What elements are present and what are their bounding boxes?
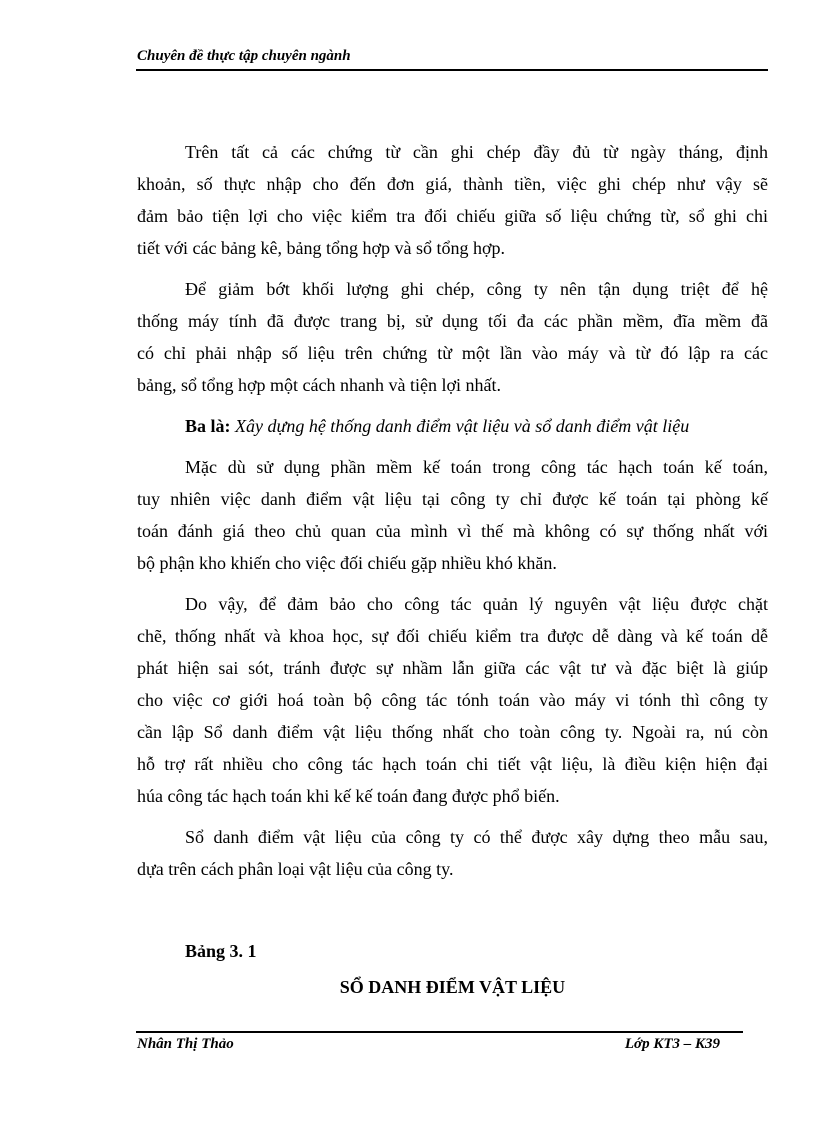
paragraph-line: dựa trên cách phân loại vật liệu của công ty.	[137, 859, 454, 879]
heading-label: Ba là:	[185, 416, 231, 436]
footer-divider	[136, 1031, 743, 1033]
paragraph-line: Trên tất cả các chứng từ cần ghi chép đầy đủ từ ngày tháng, định	[185, 142, 768, 162]
table-title: SỔ DANH ĐIỂM VẬT LIỆU	[339, 977, 566, 997]
paragraph-line: khoản, số thực nhập cho đến đơn giá, thành tiền, việc ghi chép như vậy sẽ	[137, 174, 768, 194]
paragraph-line: húa công tác hạch toán khi kế kế toán đang được phổ biến.	[137, 786, 560, 806]
paragraph-line: cần lập Sổ danh điểm vật liệu thống nhất cho toàn công ty. Ngoài ra, nú còn	[137, 722, 768, 742]
paragraph-line: tuy nhiên việc danh điểm vật liệu tại công ty chỉ được kế toán tại phòng kế	[137, 489, 768, 509]
paragraph-line: Sổ danh điểm vật liệu của công ty có thể được xây dựng theo mẫu sau,	[185, 827, 768, 847]
paragraph-line: bộ phận kho khiến cho việc đối chiếu gặp nhiều khó khăn.	[137, 553, 557, 573]
paragraph-line: bảng, sổ tổng hợp một cách nhanh và tiện lợi nhất.	[137, 375, 501, 395]
paragraph-line: chẽ, thống nhất và khoa học, sự đối chiếu kiểm tra được dễ dàng và kế toán dễ	[137, 626, 768, 646]
paragraph-line: toán đánh giá theo chủ quan của mình vì thế mà không có sự thống nhất với	[137, 521, 768, 541]
table-label: Bảng 3. 1	[185, 941, 257, 961]
page-header: Chuyên đề thực tập chuyên ngành	[137, 48, 351, 64]
paragraph-line: phát hiện sai sót, tránh được sự nhầm lẫn giữa các vật tư và đặc biệt là giúp	[137, 658, 768, 678]
paragraph-line: có chỉ phải nhập số liệu trên chứng từ một lần vào máy và từ đó lập ra các	[137, 343, 768, 363]
paragraph-line: Mặc dù sử dụng phần mềm kế toán trong công tác hạch toán kế toán,	[185, 457, 768, 477]
footer-class: Lớp KT3 – K39	[624, 1036, 720, 1052]
paragraph-line: Để giảm bớt khối lượng ghi chép, công ty nên tận dụng triệt để hệ	[185, 279, 768, 299]
paragraph-line: thống máy tính đã được trang bị, sử dụng tối đa các phần mềm, đĩa mềm đã	[137, 311, 768, 331]
footer-author: Nhân Thị Thảo	[137, 1036, 234, 1052]
header-divider	[136, 69, 768, 71]
paragraph-line: cho việc cơ giới hoá toàn bộ công tác tónh toán vào máy vi tónh thì công ty	[137, 690, 768, 710]
paragraph-line: hỗ trợ rất nhiều cho công tác hạch toán chi tiết vật liệu, là điều kiện hiện đại	[137, 754, 768, 774]
paragraph-line: đảm bảo tiện lợi cho việc kiểm tra đối chiếu giữa số liệu chứng từ, sổ ghi chi	[137, 206, 768, 226]
paragraph-line: tiết với các bảng kê, bảng tổng hợp và sổ tổng hợp.	[137, 238, 505, 258]
paragraph-line: Do vậy, để đảm bảo cho công tác quản lý nguyên vật liệu được chặt	[185, 594, 768, 614]
heading-text: Xây dựng hệ thống danh điểm vật liệu và sổ danh điểm vật liệu	[235, 416, 690, 436]
section-heading	[137, 415, 768, 437]
